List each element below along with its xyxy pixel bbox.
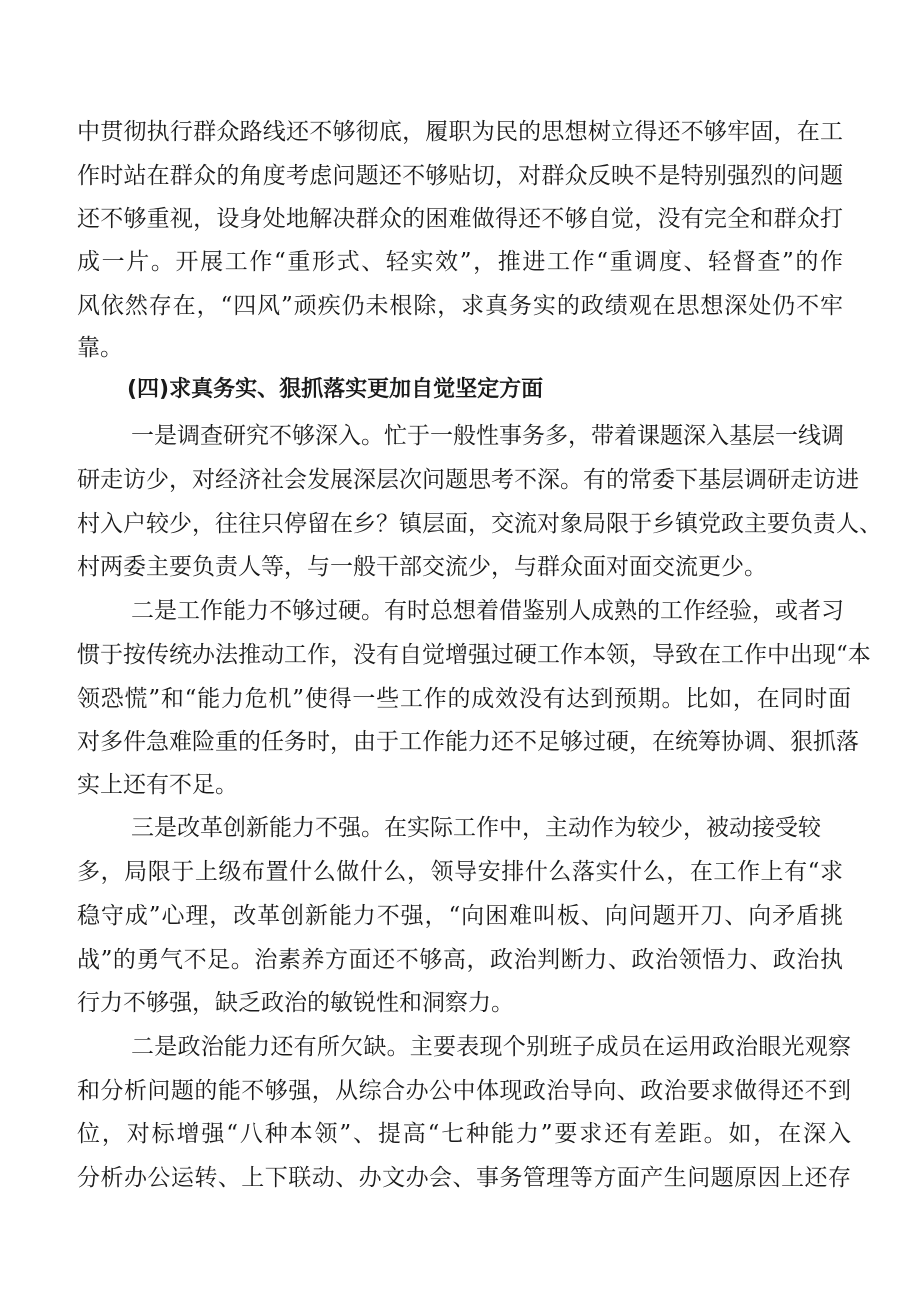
text-line: [0, 502, 920, 546]
text-line: [0, 720, 920, 764]
text-line-content: 靠。: [77, 335, 123, 361]
section-heading-text: (四)求真务实、狠抓落实更加自觉坚定方面: [127, 377, 544, 402]
text-line: [0, 677, 920, 721]
section-heading: [0, 368, 920, 412]
text-line-content: 实上还有不足。: [77, 772, 238, 798]
text-line-content: 战”的勇气不足。治素养方面还不够高，政治判断力、政治领悟力、政治执: [77, 947, 843, 973]
text-line: [0, 850, 920, 894]
text-line-content: 二是政治能力还有所欠缺。主要表现个别班子成员在运用政治眼光观察: [131, 1034, 851, 1060]
text-line-content: 研走访少，对经济社会发展深层次问题思考不深。有的常委下基层调研走访进: [77, 467, 859, 493]
text-line-content: 位，对标增强“八种本领”、提高“七种能力”要求还有差距。如，在深入: [77, 1121, 851, 1147]
text-line-content: 稳守成”心理，改革创新能力不强，“向困难叫板、向问题开刀、向矛盾挑: [77, 903, 843, 929]
text-line: [0, 110, 920, 154]
text-line: [0, 197, 920, 241]
text-line: [0, 326, 920, 370]
text-line-content: 三是改革创新能力不强。在实际工作中，主动作为较少，被动接受较: [131, 815, 821, 841]
text-line: [0, 414, 920, 458]
text-line-content: 多，局限于上级布置什么做什么，领导安排什么落实什么，在工作上有“求: [77, 859, 843, 885]
text-line-content: 惯于按传统办法推动工作，没有自觉增强过硬工作本领，导致在工作中出现“本: [77, 642, 871, 668]
text-line-content: 对多件急难险重的任务时，由于工作能力还不足够过硬，在统筹协调、狠抓落: [77, 729, 859, 755]
text-line-content: 作时站在群众的角度考虑问题还不够贴切，对群众反映不是特别强烈的问题: [77, 163, 843, 189]
text-line: [0, 938, 920, 982]
text-line-content: 风依然存在，“四风”顽疾仍未根除，求真务实的政绩观在思想深处仍不牢: [77, 293, 843, 319]
text-line-content: 领恐慌”和“能力危机”使得一些工作的成效没有达到预期。比如，在同时面: [77, 686, 851, 712]
text-line-content: 中贯彻执行群众路线还不够彻底，履职为民的思想树立得还不够牢固，在工: [77, 119, 843, 145]
text-line: [0, 545, 920, 589]
text-line: [0, 806, 920, 850]
text-line-content: 行力不够强，缺乏政治的敏锐性和洞察力。: [77, 990, 514, 1016]
text-line: [0, 1069, 920, 1113]
text-line-content: 分析办公运转、上下联动、办文办会、事务管理等方面产生问题原因上还存: [77, 1165, 851, 1191]
text-line: [0, 894, 920, 938]
text-line-content: 和分析问题的能不够强，从综合办公中体现政治导向、政治要求做得还不到: [77, 1078, 851, 1104]
text-line: [0, 981, 920, 1025]
text-line-content: 村入户较少，往往只停留在乡？镇层面，交流对象局限于乡镇党政主要负责人、: [77, 511, 882, 537]
text-line: [0, 1156, 920, 1200]
text-line-content: 成一片。开展工作“重形式、轻实效”，推进工作“重调度、轻督查”的作: [77, 249, 843, 275]
text-line: [0, 763, 920, 807]
text-line: [0, 633, 920, 677]
text-line-content: 还不够重视，设身处地解决群众的困难做得还不够自觉，没有完全和群众打: [77, 206, 843, 232]
text-line: [0, 589, 920, 633]
text-line: [0, 458, 920, 502]
text-line-content: 一是调查研究不够深入。忙于一般性事务多，带着课题深入基层一线调: [131, 423, 844, 449]
text-line: [0, 240, 920, 284]
text-line: [0, 1112, 920, 1156]
text-line: [0, 284, 920, 328]
text-line-content: 二是工作能力不够过硬。有时总想着借鉴别人成熟的工作经验，或者习: [131, 598, 844, 624]
text-line-content: 村两委主要负责人等，与一般干部交流少，与群众面对面交流更少。: [77, 554, 767, 580]
text-line: [0, 1025, 920, 1069]
text-line: [0, 154, 920, 198]
